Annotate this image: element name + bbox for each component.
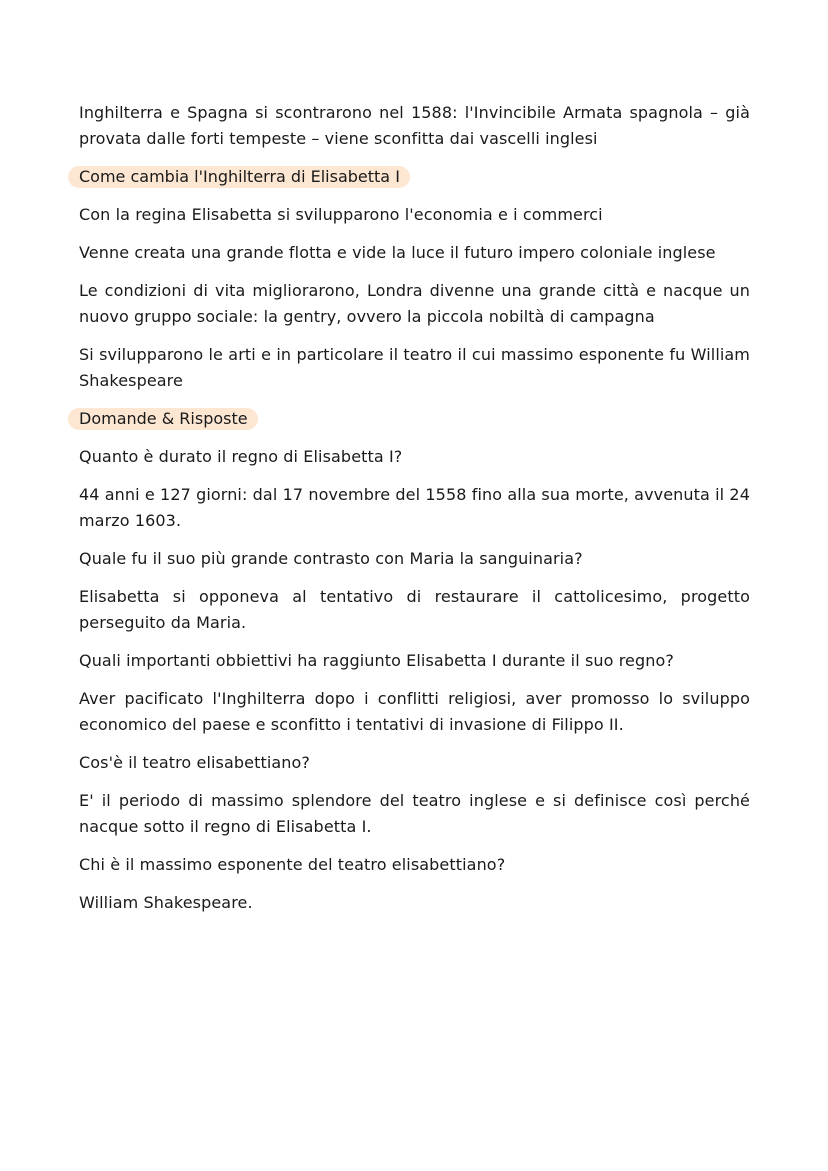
intro-paragraph: Inghilterra e Spagna si scontrarono nel 1588: l'Invincibile Armata spagnola – già provata dalle forti tempeste – viene sconfitta dai vascelli inglesi [79, 103, 750, 148]
question-2: Quale fu il suo più grande contrasto con Maria la sanguinaria? [79, 549, 583, 568]
question-1: Quanto è durato il regno di Elisabetta I? [79, 447, 403, 466]
question-3: Quali importanti obbiettivi ha raggiunto Elisabetta I durante il suo regno? [79, 651, 674, 670]
answer-4: E' il periodo di massimo splendore del teatro inglese e si definisce così perché nacque sotto il regno di Elisabetta I. [79, 791, 750, 836]
answer-2: Elisabetta si opponeva al tentativo di restaurare il cattolicesimo, progetto perseguito da Maria. [79, 587, 750, 632]
section-heading-wrapper [79, 406, 750, 432]
paragraph-condizioni: Le condizioni di vita migliorarono, Londra divenne una grande città e nacque un nuovo gruppo sociale: la gentry, ovvero la piccola nobiltà di campagna [79, 281, 750, 326]
paragraph-arti: Si svilupparono le arti e in particolare il teatro il cui massimo esponente fu William Shakespeare [79, 345, 750, 390]
question-4: Cos'è il teatro elisabettiano? [79, 753, 310, 772]
section-heading-elisabetta: Come cambia l'Inghilterra di Elisabetta I [68, 166, 410, 188]
answer-5: William Shakespeare. [79, 893, 253, 912]
paragraph-economia: Con la regina Elisabetta si svilupparono l'economia e i commerci [79, 205, 603, 224]
answer-1: 44 anni e 127 giorni: dal 17 novembre del 1558 fino alla sua morte, avvenuta il 24 marzo 1603. [79, 485, 750, 530]
document-body [79, 100, 750, 928]
question-5: Chi è il massimo esponente del teatro elisabettiano? [79, 855, 506, 874]
section-heading-domande: Domande & Risposte [68, 408, 258, 430]
paragraph-flotta: Venne creata una grande flotta e vide la luce il futuro impero coloniale inglese [79, 243, 716, 262]
answer-3: Aver pacificato l'Inghilterra dopo i conflitti religiosi, aver promosso lo sviluppo economico del paese e sconfitto i tentativi di invasione di Filippo II. [79, 689, 750, 734]
section-heading-wrapper [79, 164, 750, 190]
